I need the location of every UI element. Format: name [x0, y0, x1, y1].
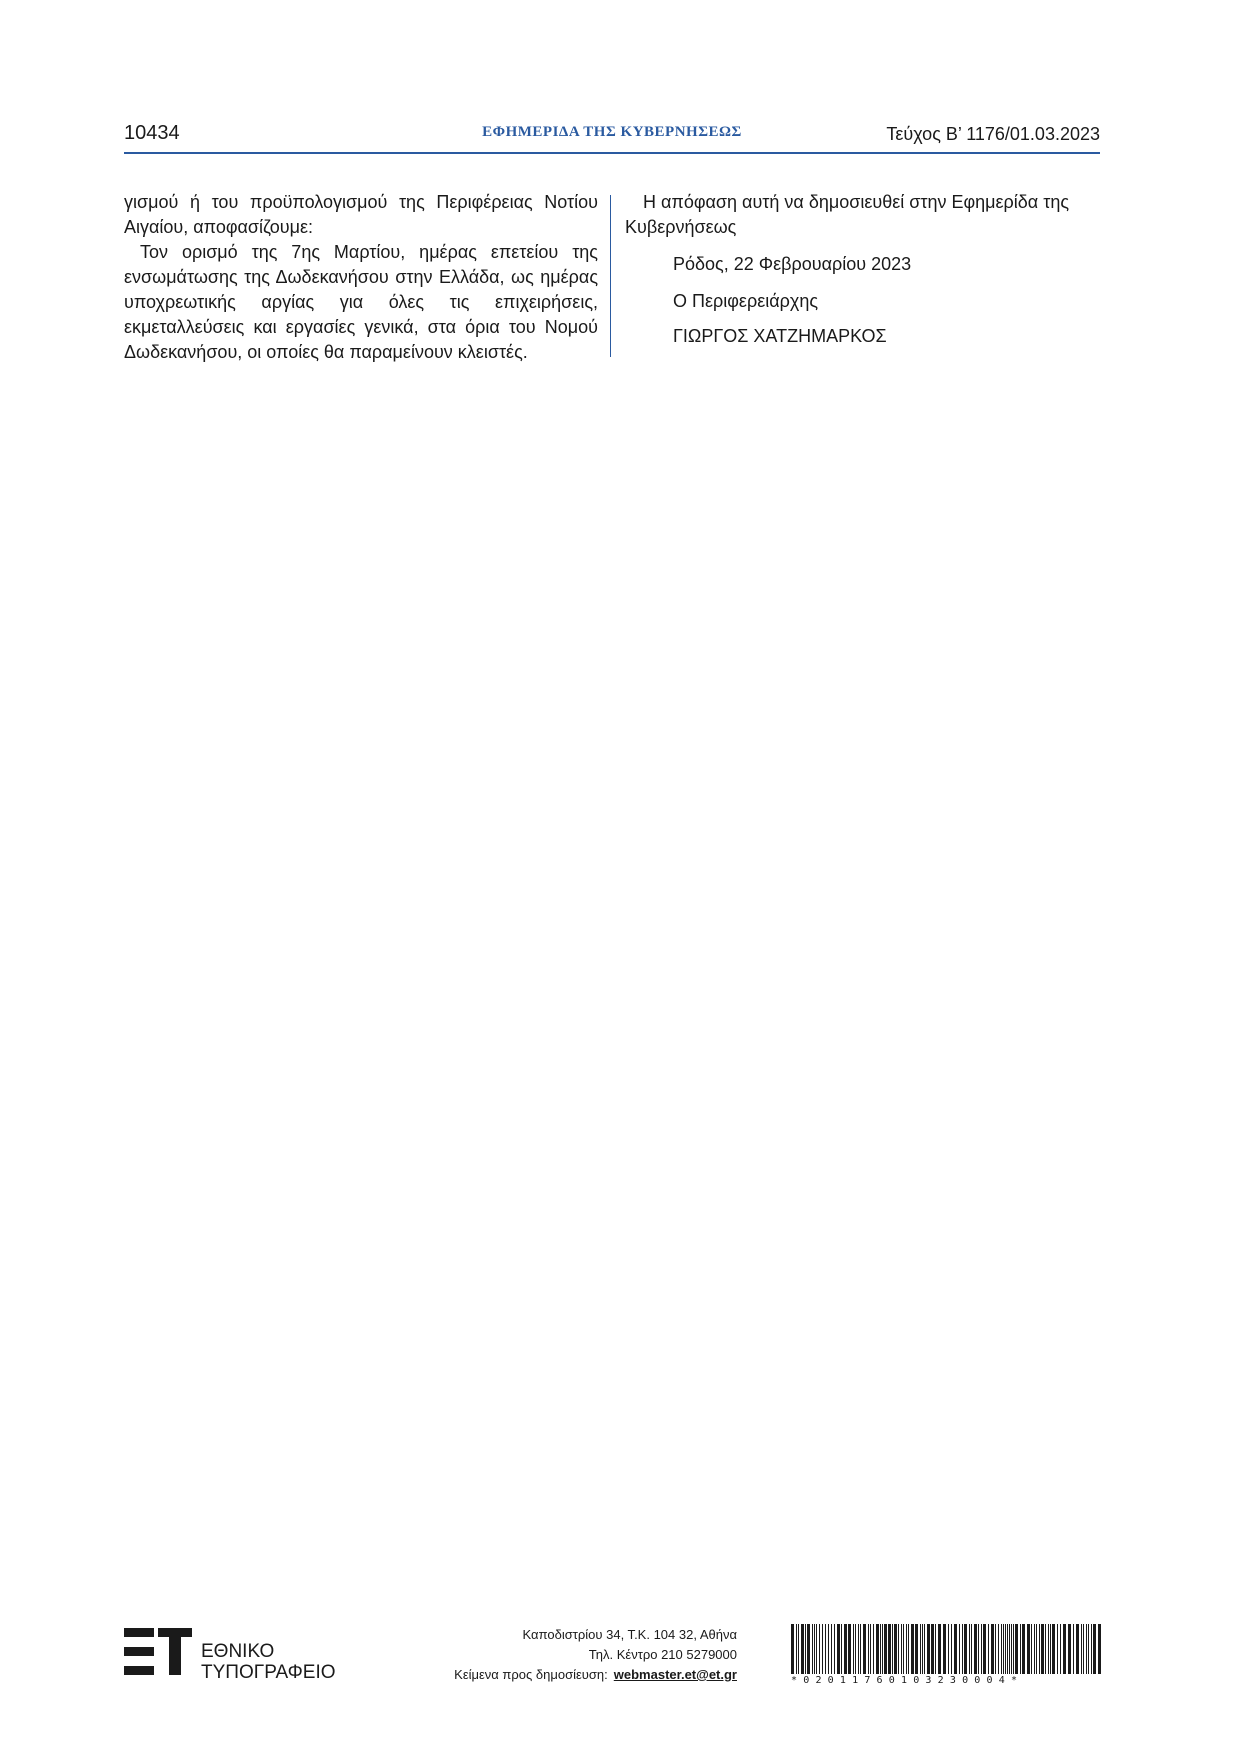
paragraph-continuation: γισμού ή του προϋπολογισμού της Περιφέρειας Νοτίου Αιγαίου, αποφασίζουμε: [124, 192, 598, 237]
signatory-title: Ο Περιφερειάρχης [673, 291, 819, 311]
submission-label: Κείμενα προς δημοσίευση: [454, 1667, 608, 1682]
barcode [791, 1624, 1101, 1690]
issue-number: Τεύχος Β’ 1176/01.03.2023 [886, 124, 1100, 144]
page-number: 10434 [124, 122, 180, 144]
gazette-title: ΕΦΗΜΕΡΙΔΑ ΤΗΣ ΚΥΒΕΡΝΗΣΕΩΣ [482, 124, 742, 140]
national-printing-office-logo [124, 1626, 364, 1683]
phone: Τηλ. Κέντρο 210 5279000 [588, 1647, 737, 1662]
logo-text [201, 1641, 336, 1683]
page-header [124, 122, 1100, 154]
right-column [625, 190, 1100, 349]
logo-line-1: ΕΘΝΙΚΟ [201, 1641, 275, 1662]
et-logo-icon [124, 1626, 194, 1676]
submission-line [400, 1665, 737, 1685]
barcode-text: *02011760103230004* [791, 1675, 1024, 1686]
publication-order: Η απόφαση αυτή να δημοσιευθεί στην Εφημερίδα της Κυβερνήσεως [625, 192, 1070, 237]
address: Καποδιστρίου 34, Τ.Κ. 104 32, Αθήνα [522, 1627, 737, 1642]
signatory-name: ΓΙΩΡΓΟΣ ΧΑΤΖΗΜΑΡΚΟΣ [673, 326, 887, 346]
place-date: Ρόδος, 22 Φεβρουαρίου 2023 [673, 254, 912, 274]
email-link[interactable]: webmaster.et@et.gr [613, 1667, 737, 1682]
column-divider [610, 195, 611, 357]
contact-info [400, 1625, 737, 1685]
paragraph-decision: Τον ορισμό της 7ης Μαρτίου, ημέρας επετείου της ενσωμάτωσης της Δωδεκανήσου στην Ελλάδα, ως ημέρας υποχρεωτικής αργίας για όλες τις επιχειρήσεις, εκμεταλλεύσεις και εργασίες γενικά, στα όρια του Νομού Δωδεκανήσου, οι οποίες θα παραμείνουν κλειστές. [124, 242, 598, 362]
left-column [124, 190, 598, 365]
logo-line-2: ΤΥΠΟΓΡΑΦΕΙΟ [201, 1662, 336, 1683]
barcode-bars [791, 1624, 1101, 1674]
